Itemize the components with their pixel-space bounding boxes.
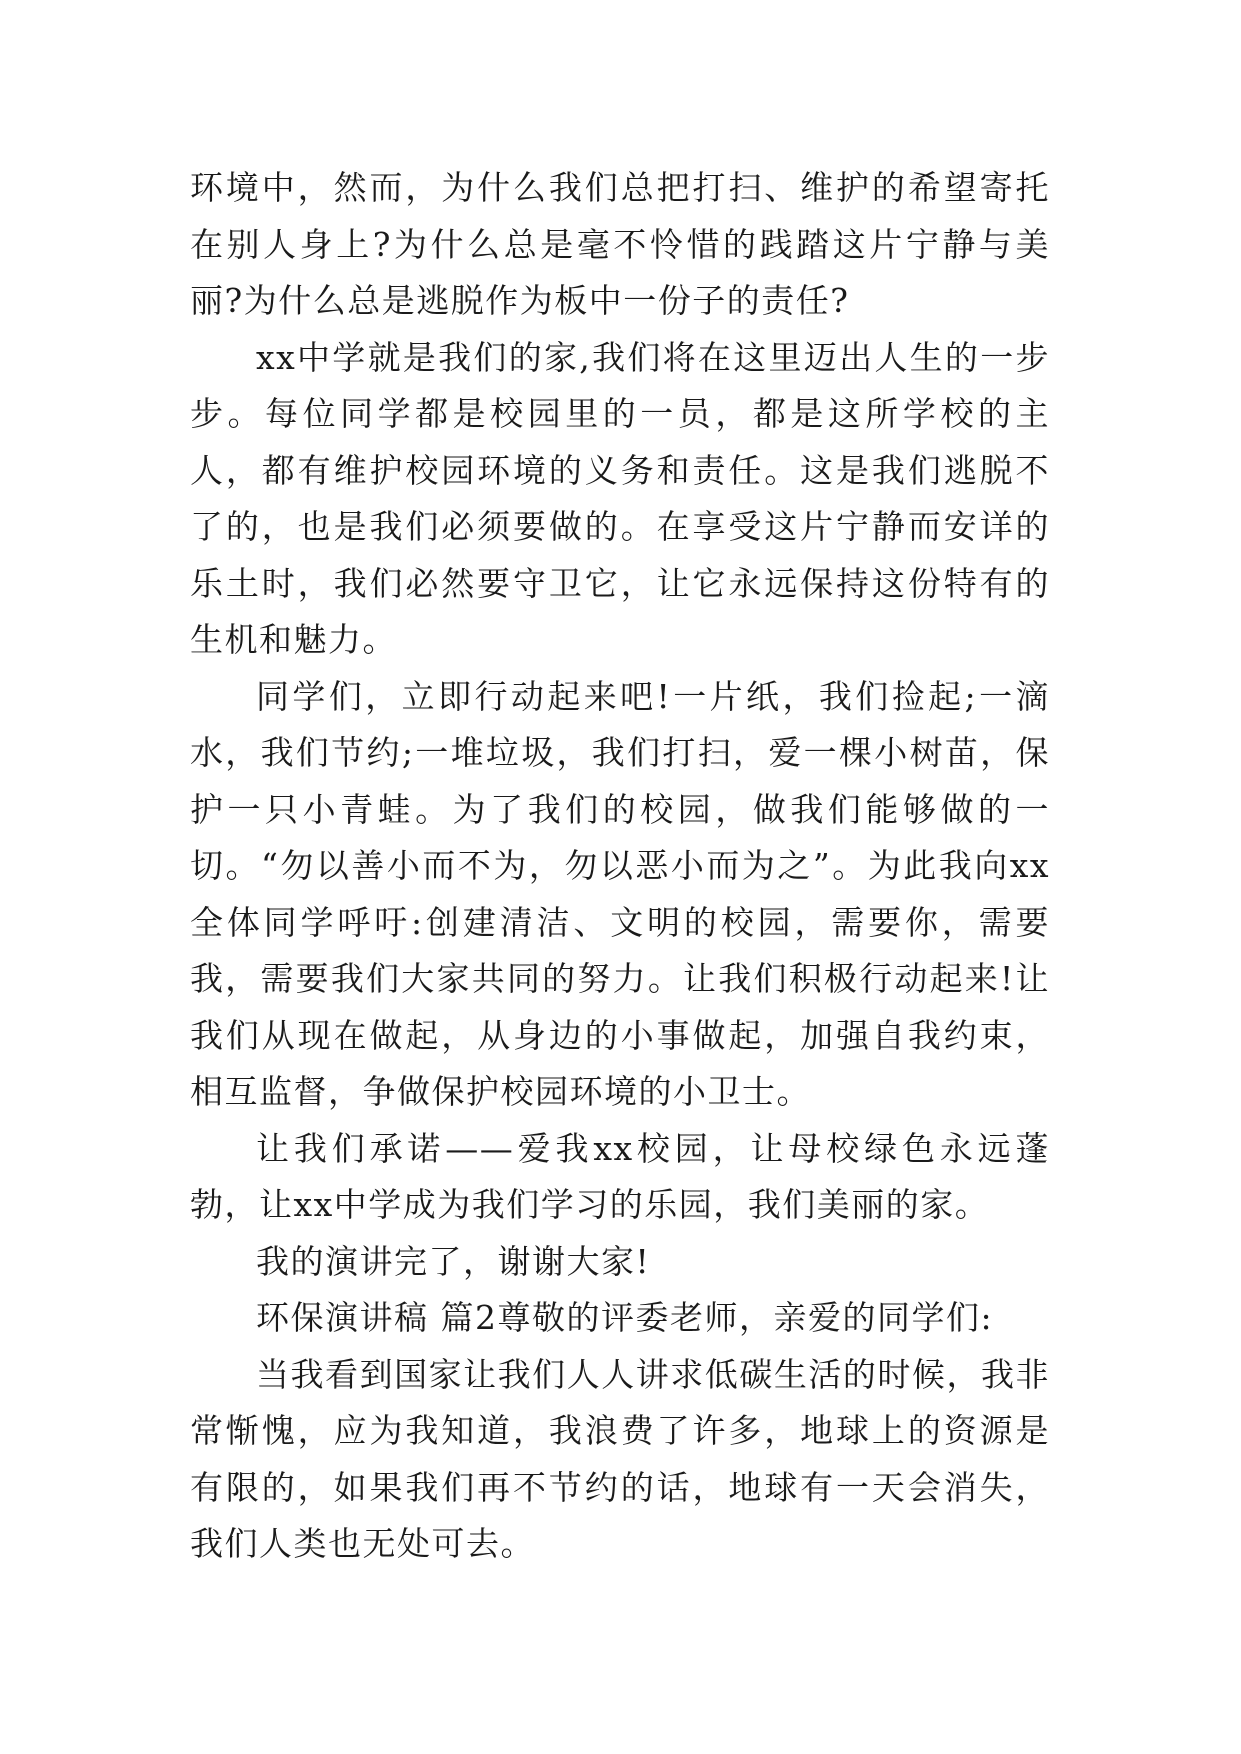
- paragraph-7: 当我看到国家让我们人人讲求低碳生活的时候，我非常惭愧，应为我知道，我浪费了许多，地球上的资源是有限的，如果我们再不节约的话，地球有一天会消失，我们人类也无处可去。: [190, 1354, 1050, 1563]
- paragraph-4: 让我们承诺——爱我xx校园，让母校绿色永远蓬勃，让xx中学成为我们学习的乐园，我们美丽的家。: [190, 1128, 1050, 1224]
- paragraph-2: xx中学就是我们的家,我们将在这里迈出人生的一步步。每位同学都是校园里的一员，都是这所学校的主人，都有维护校园环境的义务和责任。这是我们逃脱不了的，也是我们必须要做的。在享受这片宁静而安详的乐土时，我们必然要守卫它，让它永远保持这份特有的生机和魅力。: [190, 337, 1050, 659]
- document-body: [190, 160, 1050, 1573]
- paragraph-1: 环境中，然而，为什么我们总把打扫、维护的希望寄托在别人身上?为什么总是毫不怜惜的践踏这片宁静与美丽?为什么总是逃脱作为板中一份子的责任?: [190, 168, 1050, 320]
- paragraph-3: 同学们，立即行动起来吧!一片纸，我们捡起;一滴水，我们节约;一堆垃圾，我们打扫，爱一棵小树苗，保护一只小青蛙。为了我们的校园，做我们能够做的一切。“勿以善小而不为，勿以恶小而为之”。为此我向xx全体同学呼吁:创建清洁、文明的校园，需要你，需要我，需要我们大家共同的努力。让我们积极行动起来!让我们从现在做起，从身边的小事做起，加强自我约束，相互监督，争做保护校园环境的小卫士。: [190, 676, 1050, 1111]
- paragraph-5: 我的演讲完了，谢谢大家!: [256, 1241, 651, 1281]
- section-heading-speech-2: 环保演讲稿 篇2尊敬的评委老师，亲爱的同学们:: [256, 1298, 994, 1337]
